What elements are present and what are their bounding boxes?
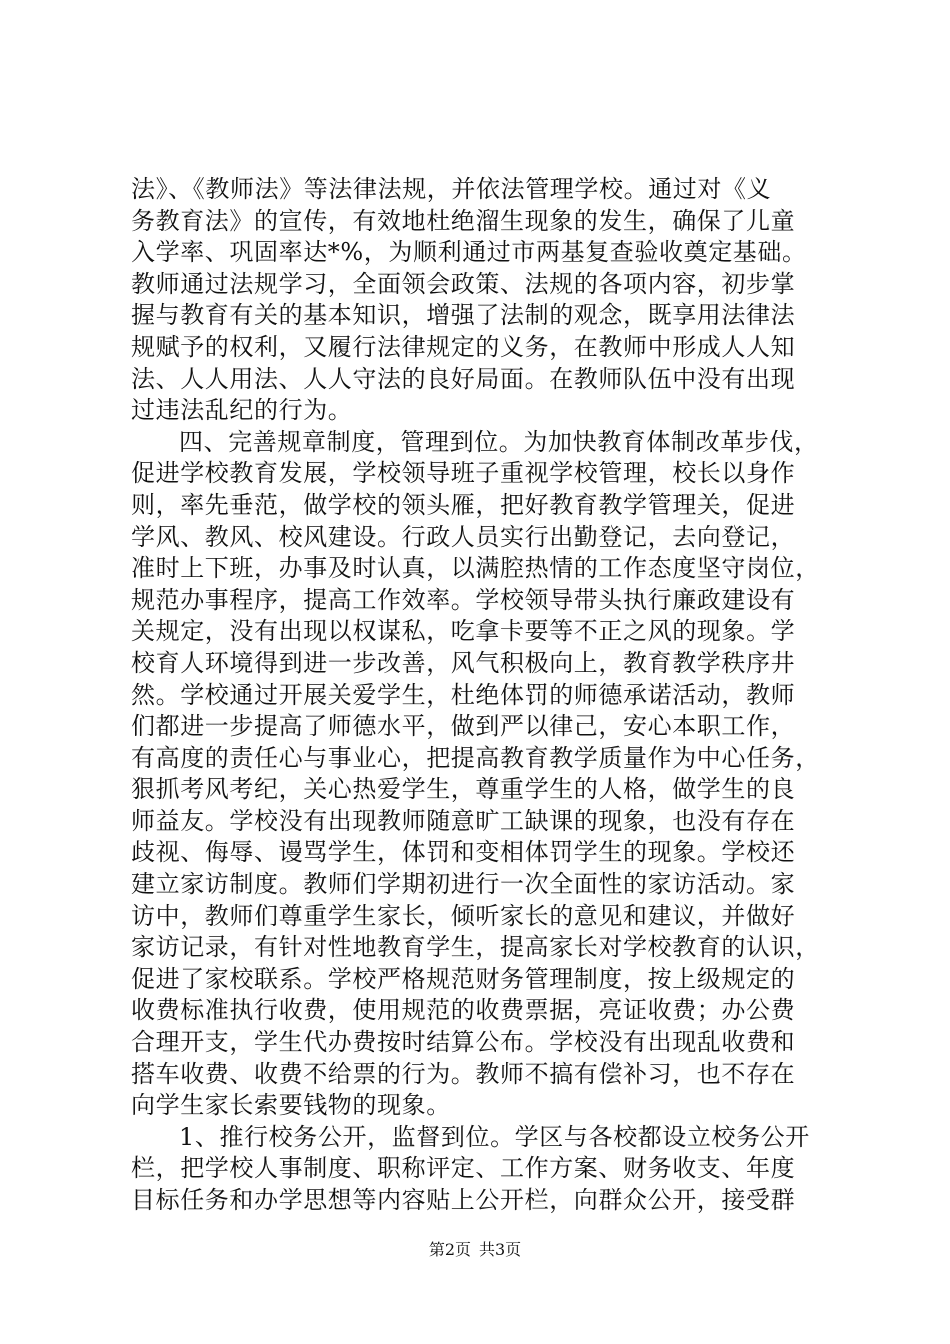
text-line: 法、人人用法、人人守法的良好局面。在教师队伍中没有出现 [131, 364, 796, 393]
text-line: 合理开支，学生代办费按时结算公布。学校没有出现乱收费和 [131, 1028, 796, 1057]
text-line: 收费标准执行收费，使用规范的收费票据，亮证收费；办公费 [131, 996, 796, 1025]
text-line: 向学生家长索要钱物的现象。 [131, 1091, 451, 1120]
text-line: 目标任务和办学思想等内容贴上公开栏，向群众公开，接受群 [131, 1186, 796, 1214]
text-line: 务教育法》的宣传，有效地杜绝溜生现象的发生，确保了儿童 [131, 206, 796, 235]
text-line: 访中，教师们尊重学生家长，倾听家长的意见和建议，并做好 [131, 901, 796, 930]
text-line: 四、完善规章制度，管理到位。为加快教育体制改革步伐， [179, 427, 819, 456]
text-line: 师益友。学校没有出现教师随意旷工缺课的现象，也没有存在 [131, 806, 796, 835]
text-line: 促进了家校联系。学校严格规范财务管理制度，按上级规定的 [131, 964, 796, 993]
text-line: 们都进一步提高了师德水平，做到严以律己，安心本职工作， [131, 712, 796, 741]
text-line: 教师通过法规学习，全面领会政策、法规的各项内容，初步掌 [131, 269, 796, 298]
text-line: 促进学校教育发展，学校领导班子重视学校管理，校长以身作 [131, 459, 796, 488]
text-line: 狠抓考风考纪，关心热爱学生，尊重学生的人格，做学生的良 [131, 775, 796, 804]
text-line: 建立家访制度。教师们学期初进行一次全面性的家访活动。家 [131, 870, 796, 899]
text-line: 规赋予的权利，又履行法律规定的义务，在教师中形成人人知 [131, 332, 796, 361]
page-footer [0, 1237, 950, 1260]
document-body [131, 174, 831, 1217]
text-line: 法》、《教师法》等法律法规，并依法管理学校。通过对《义 [131, 175, 772, 203]
text-line: 则，率先垂范，做学校的领头雁，把好教育教学管理关，促进 [131, 490, 796, 519]
text-line: 然。学校通过开展关爱学生，杜绝体罚的师德承诺活动，教师 [131, 680, 796, 709]
text-line: 有高度的责任心与事业心，把提高教育教学质量作为中心任务， [131, 743, 820, 772]
text-line: 准时上下班，办事及时认真，以满腔热情的工作态度坚守岗位， [131, 554, 820, 583]
text-line: 1、推行校务公开，监督到位。学区与各校都设立校务公开 [179, 1122, 810, 1151]
text-line: 栏，把学校人事制度、职称评定、工作方案、财务收支、年度 [131, 1154, 796, 1183]
text-line: 规范办事程序，提高工作效率。学校领导带头执行廉政建设有 [131, 585, 796, 614]
text-line: 校育人环境得到进一步改善，风气积极向上，教育教学秩序井 [131, 648, 796, 677]
page-number: 第2页 [428, 1240, 471, 1259]
page-total: 共3页 [479, 1240, 522, 1259]
text-line: 歧视、侮辱、谩骂学生，体罚和变相体罚学生的现象。学校还 [131, 838, 796, 867]
text-line: 家访记录，有针对性地教育学生，提高家长对学校教育的认识， [131, 933, 820, 962]
text-line: 搭车收费、收费不给票的行为。教师不搞有偿补习，也不存在 [131, 1059, 796, 1088]
text-line: 握与教育有关的基本知识，增强了法制的观念，既享用法律法 [131, 301, 796, 330]
text-line: 入学率、巩固率达*%，为顺利通过市两基复查验收奠定基础。 [131, 238, 807, 267]
text-line: 关规定，没有出现以权谋私，吃拿卡要等不正之风的现象。学 [131, 617, 796, 646]
text-line: 学风、教风、校风建设。行政人员实行出勤登记，去向登记， [131, 522, 796, 551]
text-line: 过违法乱纪的行为。 [131, 396, 353, 425]
